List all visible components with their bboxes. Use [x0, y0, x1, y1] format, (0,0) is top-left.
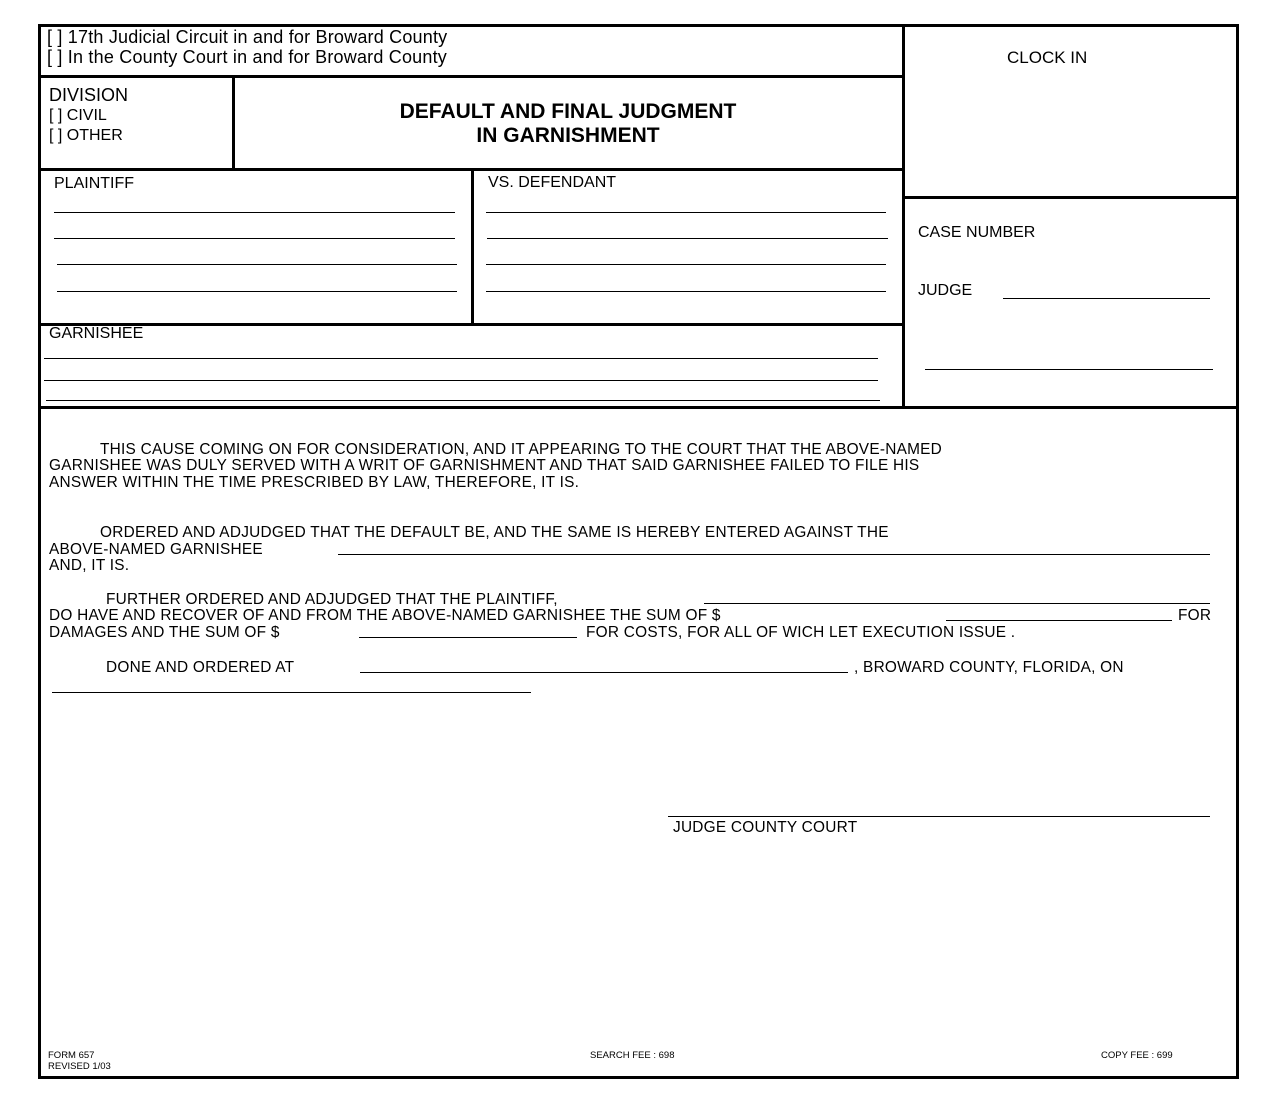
form-title-line2: IN GARNISHMENT: [476, 124, 660, 147]
copy-fee: COPY FEE : 699: [1101, 1050, 1173, 1061]
judge-county-court-label: JUDGE COUNTY COURT: [673, 819, 858, 836]
damages-amount-line[interactable]: [946, 620, 1172, 621]
body-paragraph-2-line-2: ABOVE-NAMED GARNISHEE: [49, 541, 263, 558]
form-title-line1: DEFAULT AND FINAL JUDGMENT: [399, 100, 737, 123]
body-paragraph-1-line-1: THIS CAUSE COMING ON FOR CONSIDERATION, AND IT APPEARING TO THE COURT THAT THE ABOVE-NAMED: [100, 441, 943, 458]
body-paragraph-3-costs: FOR COSTS, FOR ALL OF WICH LET EXECUTION ISSUE .: [586, 624, 1016, 641]
plaintiff-defendant-divider: [471, 168, 474, 325]
date-line[interactable]: [52, 692, 531, 693]
plaintiff-line-3[interactable]: [57, 264, 457, 265]
defendant-line-1[interactable]: [486, 212, 886, 213]
clock-in-bottom-border: [902, 196, 1236, 199]
plaintiff-label: PLAINTIFF: [54, 175, 135, 192]
plaintiff-name-line[interactable]: [704, 603, 1210, 604]
body-paragraph-2-line-1: ORDERED AND ADJUDGED THAT THE DEFAULT BE, AND THE SAME IS HEREBY ENTERED AGAINST THE: [100, 524, 889, 541]
body-paragraph-1-line-2: GARNISHEE WAS DULY SERVED WITH A WRIT OF GARNISHMENT AND THAT SAID GARNISHEE FAILED TO FILE HIS: [49, 457, 920, 474]
case-extra-line[interactable]: [925, 369, 1213, 370]
body-paragraph-3-for: FOR: [1178, 607, 1212, 624]
case-number-label: CASE NUMBER: [918, 224, 1036, 241]
division-divider: [232, 75, 235, 170]
body-paragraph-2-line-3: AND, IT IS.: [49, 557, 130, 574]
location-line[interactable]: [360, 672, 848, 673]
body-paragraph-3-line-1: FURTHER ORDERED AND ADJUDGED THAT THE PLAINTIFF,: [106, 591, 558, 608]
body-paragraph-3-line-2: DO HAVE AND RECOVER OF AND FROM THE ABOVE-NAMED GARNISHEE THE SUM OF $: [49, 607, 721, 624]
garnishee-label: GARNISHEE: [49, 325, 144, 342]
clock-in-label: CLOCK IN: [1007, 48, 1088, 67]
court-row-bottom-border: [38, 75, 904, 78]
plaintiff-line-1[interactable]: [54, 212, 455, 213]
defendant-line-4[interactable]: [486, 291, 886, 292]
form-revised: REVISED 1/03: [48, 1061, 111, 1072]
division-option-civil: [ ] CIVIL: [49, 107, 107, 124]
county-florida-label: , BROWARD COUNTY, FLORIDA, ON: [854, 659, 1124, 676]
court-option-county: [ ] In the County Court in and for Broward County: [47, 47, 447, 67]
defendant-label: VS. DEFENDANT: [488, 174, 617, 191]
judge-signature-line[interactable]: [668, 816, 1210, 817]
division-option-other: [ ] OTHER: [49, 127, 123, 144]
body-paragraph-1-line-3: ANSWER WITHIN THE TIME PRESCRIBED BY LAW, THEREFORE, IT IS.: [49, 474, 580, 491]
court-option-circuit: [ ] 17th Judicial Circuit in and for Broward County: [47, 27, 448, 47]
header-bottom-border: [38, 406, 1236, 409]
parties-row-bottom-border: [38, 323, 904, 326]
division-label: DIVISION: [49, 85, 129, 105]
plaintiff-line-2[interactable]: [54, 238, 455, 239]
search-fee: SEARCH FEE : 698: [590, 1050, 675, 1061]
plaintiff-line-4[interactable]: [57, 291, 457, 292]
defendant-line-3[interactable]: [486, 264, 886, 265]
judge-label: JUDGE: [918, 282, 973, 299]
garnishee-line-3[interactable]: [46, 400, 880, 401]
header-right-divider: [902, 24, 905, 409]
form-number: FORM 657: [48, 1050, 95, 1061]
garnishee-line-2[interactable]: [44, 380, 878, 381]
defendant-line-2[interactable]: [487, 238, 888, 239]
form-title: [238, 100, 898, 148]
garnishee-line-1[interactable]: [44, 358, 878, 359]
done-and-ordered-label: DONE AND ORDERED AT: [106, 659, 295, 676]
garnishee-name-line[interactable]: [338, 554, 1210, 555]
body-paragraph-3-line-3: DAMAGES AND THE SUM OF $: [49, 624, 280, 641]
judge-line[interactable]: [1003, 298, 1210, 299]
costs-amount-line[interactable]: [359, 637, 577, 638]
